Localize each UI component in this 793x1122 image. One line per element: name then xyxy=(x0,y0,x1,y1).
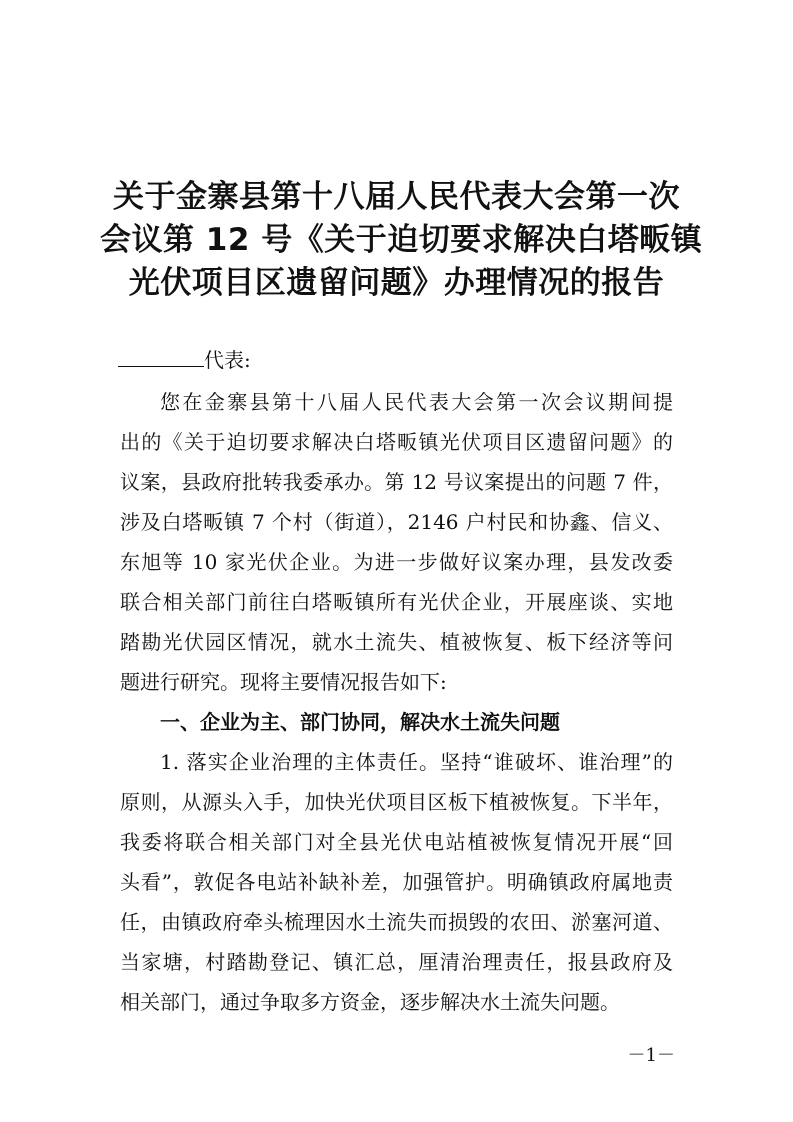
intro-line: 题进行研究。现将主要情况报告如下: xyxy=(120,670,447,694)
title-line-1: 关于金寨县第十八届人民代表大会第一次 xyxy=(113,179,680,215)
item1-line: 相关部门，通过争取多方资金，逐步解决水土流失问题。 xyxy=(120,990,620,1014)
item1-line: 头看”，敦促各电站补缺补差，加强管护。明确镇政府属地责 xyxy=(120,870,673,894)
name-blank-line xyxy=(118,344,204,367)
salutation-suffix: 代表: xyxy=(204,348,251,372)
title-line-2: 会议第 12 号《关于迫切要求解决白塔畈镇 xyxy=(100,222,703,258)
section-heading: 一、企业为主、部门协同，解决水土流失问题 xyxy=(160,710,560,734)
item1-line: 当家塘，村踏勘登记、镇汇总，厘清治理责任，报县政府及 xyxy=(120,950,673,974)
item1-line: 1. 落实企业治理的主体责任。坚持“谁破坏、谁治理”的 xyxy=(160,750,673,774)
intro-line: 您在金寨县第十八届人民代表大会第一次会议期间提 xyxy=(160,390,673,414)
item1-line: 任，由镇政府牵头梳理因水土流失而损毁的农田、淤塞河道、 xyxy=(120,910,673,934)
intro-line: 联合相关部门前往白塔畈镇所有光伏企业，开展座谈、实地 xyxy=(120,590,673,614)
intro-line: 出的《关于迫切要求解决白塔畈镇光伏项目区遗留问题》的 xyxy=(120,430,673,454)
intro-line: 东旭等 10 家光伏企业。为进一步做好议案办理，县发改委 xyxy=(120,550,673,574)
intro-line: 议案，县政府批转我委承办。第 12 号议案提出的问题 7 件， xyxy=(120,470,673,494)
salutation xyxy=(118,344,251,375)
title-line-3: 光伏项目区遗留问题》办理情况的报告 xyxy=(128,265,665,301)
item1-line: 原则，从源头入手，加快光伏项目区板下植被恢复。下半年， xyxy=(120,790,673,814)
page-number: －1－ xyxy=(627,1045,675,1066)
intro-line: 涉及白塔畈镇 7 个村（街道），2146 户村民和协鑫、信义、 xyxy=(120,510,673,534)
document-title xyxy=(100,176,703,305)
intro-line: 踏勘光伏园区情况，就水土流失、植被恢复、板下经济等问 xyxy=(120,630,673,654)
item1-line: 我委将联合相关部门对全县光伏电站植被恢复情况开展“回 xyxy=(120,830,673,854)
